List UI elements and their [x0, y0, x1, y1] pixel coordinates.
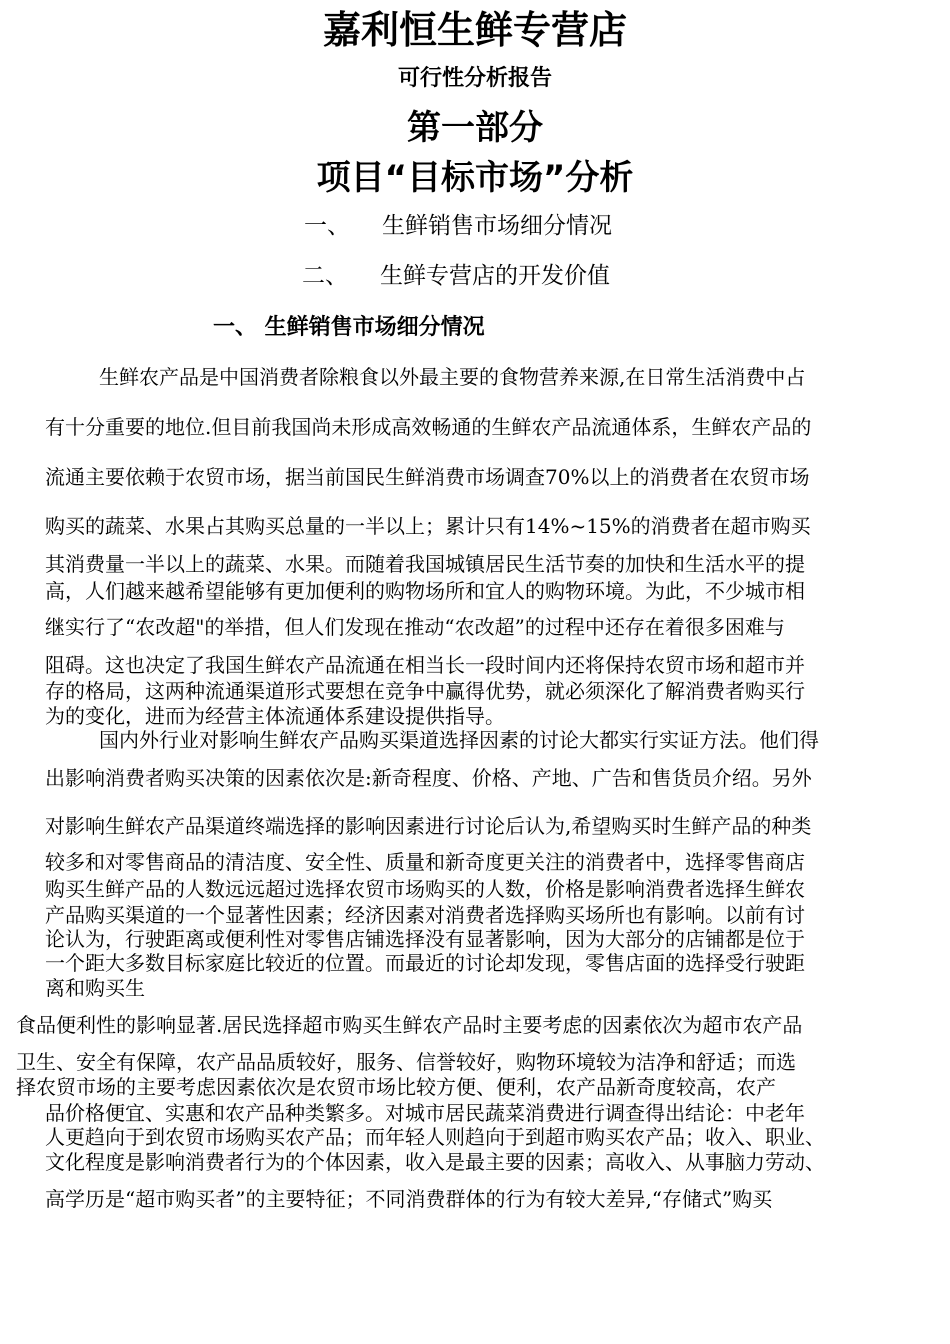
body-line: 继实行了“农改超"的举措，但人们发现在推动“农改超”的过程中还存在着很多困难与 — [45, 615, 785, 639]
body-line: 论认为，行驶距离或便利性对零售店铺选择没有显著影响，因为大部分的店铺都是位于 — [45, 927, 805, 951]
document-subtitle: 可行性分析报告 — [397, 66, 552, 91]
toc-item-2 — [302, 265, 610, 288]
body-line: 人更趋向于到农贸市场购买农产品；而年轻人则趋向于到超市购买农产品；收入、职业、 — [45, 1125, 825, 1149]
body-line: 一个距大多数目标家庭比较近的位置。而最近的讨论却发现，零售店面的选择受行驶距 — [45, 951, 805, 975]
body-line: 对影响生鲜农产品渠道终端选择的影响因素进行讨论后认为,希望购买时生鲜产品的种类 — [45, 814, 812, 838]
body-line: 有十分重要的地位.但目前我国尚未形成高效畅通的生鲜农产品流通体系，生鲜农产品的 — [45, 415, 812, 439]
body-line: 国内外行业对影响生鲜农产品购买渠道选择因素的讨论大都实行实证方法。他们得 — [99, 728, 819, 752]
toc-item-text: 生鲜销售市场细分情况 — [382, 213, 612, 239]
body-line: 较多和对零售商品的清洁度、安全性、质量和新奇度更关注的消费者中，选择零售商店 — [45, 850, 805, 874]
body-line: 为的变化，进而为经营主体流通体系建设提供指导。 — [45, 704, 505, 728]
toc-item-text: 生鲜专营店的开发价值 — [380, 263, 610, 289]
body-line: 高学历是“超市购买者”的主要特征；不同消费群体的行为有较大差异,“存储式”购买 — [45, 1187, 773, 1211]
body-line: 产品购买渠道的一个显著性因素；经济因素对消费者选择购买场所也有影响。以前有讨 — [45, 903, 805, 927]
body-line: 卫生、安全有保障，农产品品质较好，服务、信誉较好，购物环境较为洁净和舒适；而选 — [16, 1050, 796, 1074]
body-line: 流通主要依赖于农贸市场，据当前国民生鲜消费市场调查70%以上的消费者在农贸市场 — [45, 465, 810, 489]
body-line: 择农贸市场的主要考虑因素依次是农贸市场比较方便、便利，农产品新奇度较高，农产 — [16, 1075, 776, 1099]
body-line: 存的格局，这两种流通渠道形式要想在竞争中赢得优势，就必须深化了解消费者购买行 — [45, 679, 805, 703]
document-title: 嘉利恒生鲜专营店 — [322, 8, 627, 52]
toc-item-number: 一、 — [304, 213, 350, 239]
body-line: 品价格便宜、实惠和农产品种类繁多。对城市居民蔬菜消费进行调查得出结论：中老年 — [45, 1101, 805, 1125]
section-heading: 一、 生鲜销售市场细分情况 — [213, 315, 485, 340]
body-line: 食品便利性的影响显著.居民选择超市购买生鲜农产品时主要考虑的因素依次为超市农产品 — [16, 1013, 803, 1037]
body-line: 文化程度是影响消费者行为的个体因素，收入是最主要的因素；高收入、从事脑力劳动、 — [45, 1150, 825, 1174]
body-line: 生鲜农产品是中国消费者除粮食以外最主要的食物营养来源,在日常生活消费中占 — [99, 365, 806, 389]
body-line: 离和购买生 — [45, 976, 145, 1000]
toc-item-number: 二、 — [302, 263, 348, 289]
part-title: 项目“目标市场”分析 — [316, 158, 634, 198]
body-line: 高，人们越来越希望能够有更加便利的购物场所和宜人的购物环境。为此，不少城市相 — [45, 579, 805, 603]
body-line: 出影响消费者购买决策的因素依次是:新奇程度、价格、产地、广告和售货员介绍。另外 — [45, 766, 812, 790]
part-label: 第一部分 — [407, 108, 543, 148]
toc-item-1 — [304, 215, 612, 238]
body-line: 购买的蔬菜、水果占其购买总量的一半以上；累计只有14%~15%的消费者在超市购买 — [45, 514, 811, 538]
body-line: 阻碍。这也决定了我国生鲜农产品流通在相当长一段时间内还将保持农贸市场和超市并 — [45, 653, 805, 677]
body-line: 其消费量一半以上的蔬菜、水果。而随着我国城镇居民生活节奏的加快和生活水平的提 — [45, 552, 805, 576]
body-line: 购买生鲜产品的人数远远超过选择农贸市场购买的人数，价格是影响消费者选择生鲜农 — [45, 877, 805, 901]
